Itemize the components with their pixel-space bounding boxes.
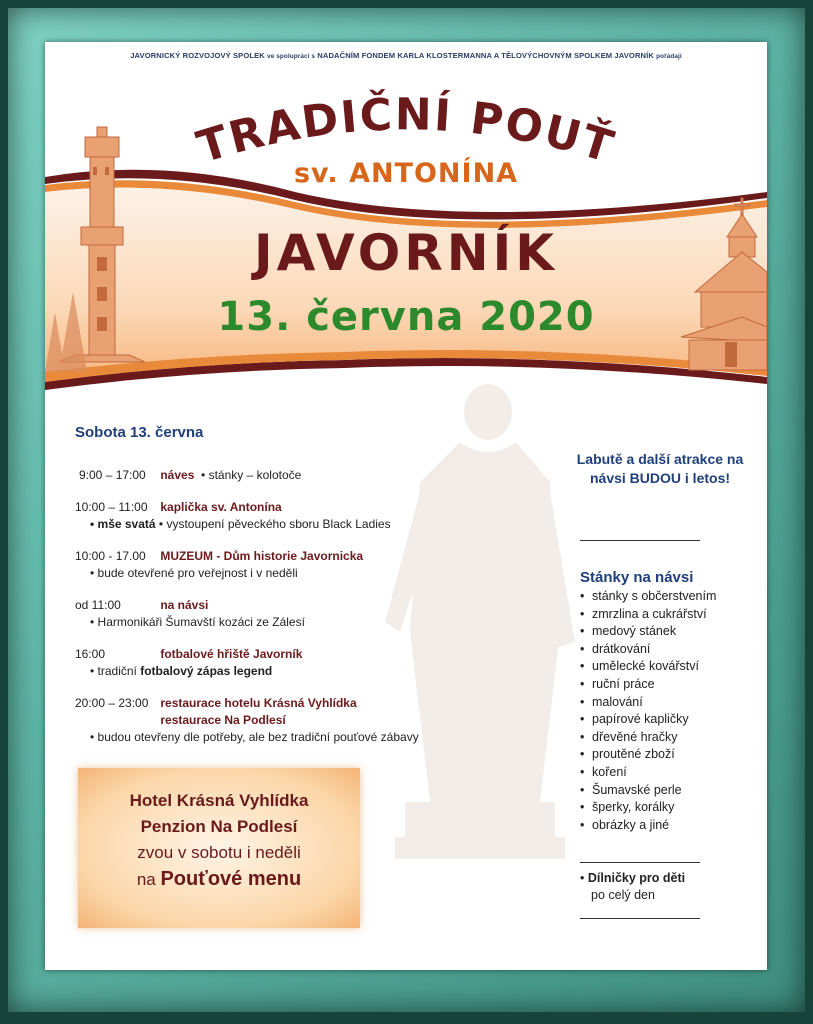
stall-item: • koření	[580, 764, 716, 782]
statue-watermark-image	[360, 382, 590, 862]
divider	[580, 918, 700, 919]
place-name: JAVORNÍK	[254, 224, 558, 282]
stall-item: • dřevěné hračky	[580, 729, 716, 747]
attractions-note: Labutě a další atrakce na návsi BUDOU i letos!	[576, 451, 744, 486]
stall-item: • stánky s občerstvením	[580, 588, 716, 606]
stall-item: • malování	[580, 694, 716, 712]
stall-item: • šperky, korálky	[580, 799, 716, 817]
stall-item: • umělecké kovářství	[580, 658, 716, 676]
program-item-3: 10:00 - 17.00 MUZEUM - Dům historie Javornicka • bude otevřené pro veřejnost i v neděli	[75, 549, 364, 580]
stall-item: • papírové kapličky	[580, 711, 716, 729]
divider	[580, 862, 700, 863]
stall-item: • proutěné zboží	[580, 746, 716, 764]
program-item-4: od 11:00 na návsi • Harmonikáři Šumavští kozáci ze Zálesí	[75, 598, 305, 629]
restaurant-promo-box: Hotel Krásná Vyhlídka Penzion Na Podlesí zvou v sobotu i neděli na Pouťové menu	[78, 768, 360, 928]
program-item-6: 20:00 – 23:00 restaurace hotelu Krásná Vyhlídka restaurace Na Podlesí • budou otevřeny dle potřeby, ale bez tradiční pouťové zábavy	[75, 696, 419, 744]
stall-item: • obrázky a jiné	[580, 817, 716, 835]
title-text: TRADIČNÍ POUŤ	[191, 89, 621, 174]
divider	[580, 540, 700, 541]
stalls-title: Stánky na návsi	[580, 569, 694, 586]
organizers-line: JAVORNICKÝ ROZVOJOVÝ SPOLEK ve spolupráci s NADAČNÍM FONDEM KARLA KLOSTERMANNA A TĚLOVÝCHOVNÝM SPOLKEM JAVORNÍK pořádají	[130, 51, 682, 60]
header-illustration	[45, 42, 767, 402]
stalls-list	[580, 588, 716, 834]
stall-item: • zmrzlina a cukrářství	[580, 606, 716, 624]
subtitle: sv. ANTONÍNA	[293, 158, 519, 189]
stall-item: • Šumavské perle	[580, 782, 716, 800]
stall-item: • medový stánek	[580, 623, 716, 641]
program-item-2: 10:00 – 11:00 kaplička sv. Antonína • mše svatá • vystoupení pěveckého sboru Black Ladies	[75, 500, 391, 531]
kids-workshops: • Dílničky pro děti po celý den	[580, 871, 686, 902]
stall-item: • ruční práce	[580, 676, 716, 694]
program-item-5: 16:00 fotbalové hřiště Javorník • tradiční fotbalový zápas legend	[75, 647, 303, 678]
event-date: 13. června 2020	[217, 294, 595, 340]
program-title: Sobota 13. června	[75, 424, 204, 441]
stall-item: • drátkování	[580, 641, 716, 659]
program-item-1: 9:00 – 17:00 náves • stánky – kolotoče	[79, 468, 302, 482]
poster	[45, 42, 767, 970]
